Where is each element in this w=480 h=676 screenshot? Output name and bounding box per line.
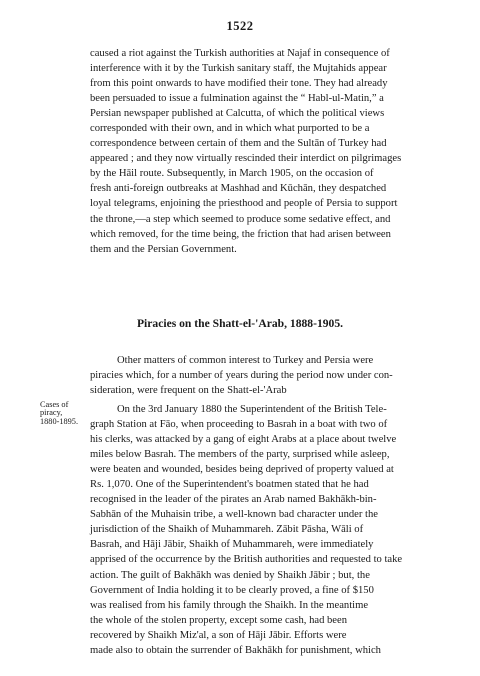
text-line: Basrah, and Hāji Jābir, Shaikh of Muhammareh, were immediately (90, 539, 374, 551)
text-line: correspondence between certain of them and the Sultān of Turkey had (90, 138, 387, 150)
text-line: them and the Persian Government. (90, 243, 237, 255)
text-line: caused a riot against the Turkish authorities at Najaf in consequence of (90, 48, 390, 59)
text-line: Sabhān of the Muhaisin tribe, a well-known bad character under the (90, 509, 378, 521)
text-line: the whole of the stolen property, except some cash, had been (90, 614, 348, 626)
text-line: Rs. 1,070. One of the Superintendent's boatmen stated that he had (90, 479, 369, 491)
text-line: Other matters of common interest to Turkey and Persia were (117, 355, 374, 366)
text-line: miles below Basrah. The members of the party, surprised while asleep, (90, 449, 390, 461)
text-line: sideration, were frequent on the Shatt-el-'Arab (90, 385, 287, 397)
text-line: was realised from his family through the Shaikh. In the meantime (90, 599, 369, 611)
margin-note-line: piracy, (40, 408, 63, 418)
margin-note-line: 1880-1895. (40, 416, 79, 426)
text-line: interference with it by the Turkish sanitary staff, the Mujtahids appear (90, 63, 387, 75)
text-line: made also to obtain the surrender of Bakhākh for punishment, which (90, 644, 381, 656)
text-line: the throne,—a step which seemed to produce some sedative effect, and (90, 213, 391, 225)
body-paragraph-2 (90, 353, 410, 398)
text-line: Government of India holding it to be clearly proved, a fine of $150 (90, 584, 374, 596)
text-line: corresponded with their own, and in which what purported to be a (90, 123, 370, 135)
text-line: appeared ; and they now virtually rescinded their interdict on pilgrimages (90, 153, 402, 165)
text-line: apprised of the occurrence by the British authorities and requested to take (90, 554, 403, 566)
text-line: recognised in the leader of the pirates an Arab named Bakhākh-bin- (90, 494, 377, 506)
text-line: recovered by Shaikh Miz'al, a son of Hāji Jābir. Efforts were (90, 629, 347, 641)
margin-note (40, 401, 86, 426)
page-number: 1522 (226, 19, 254, 33)
body-paragraph-1 (90, 46, 410, 257)
text-line: by the Hāil route. Subsequently, in March 1905, on the occasion of (90, 168, 374, 180)
margin-note-line: Cases of (40, 400, 69, 409)
text-line: Persian newspaper published at Calcutta, of which the political views (90, 108, 385, 120)
text-line: his clerks, was attacked by a gang of eight Arabs at a place about twelve (90, 434, 397, 446)
text-line: loyal telegrams, enjoining the priesthood and people of Persia to support (90, 198, 398, 210)
text-line: piracies which, for a number of years during the period now under con- (90, 370, 393, 382)
text-line: fresh anti-foreign outbreaks at Mashhad and Kūchān, they despatched (90, 183, 387, 195)
text-line: graph Station at Fāo, when proceeding to Basrah in a boat with two of (90, 419, 388, 431)
text-line: On the 3rd January 1880 the Superintendent of the British Tele- (117, 404, 387, 415)
text-line: were beaten and wounded, besides being deprived of property valued at (90, 464, 394, 476)
text-line: which removed, for the time being, the friction that had arisen between (90, 228, 391, 240)
text-line: action. The guilt of Bakhākh was denied by Shaikh Jābir ; but, the (90, 569, 370, 581)
text-line: jurisdiction of the Shaikh of Muhammareh. Zābit Pāsha, Wāli of (90, 524, 364, 536)
section-heading: Piracies on the Shatt-el-'Arab, 1888-1905. (136, 317, 344, 330)
text-line: been persuaded to issue a fulmination against the “ Habl-ul-Matin,” a (90, 93, 384, 105)
text-line: from this point onwards to have modified their tone. They had already (90, 78, 388, 90)
body-paragraph-3 (90, 402, 410, 658)
